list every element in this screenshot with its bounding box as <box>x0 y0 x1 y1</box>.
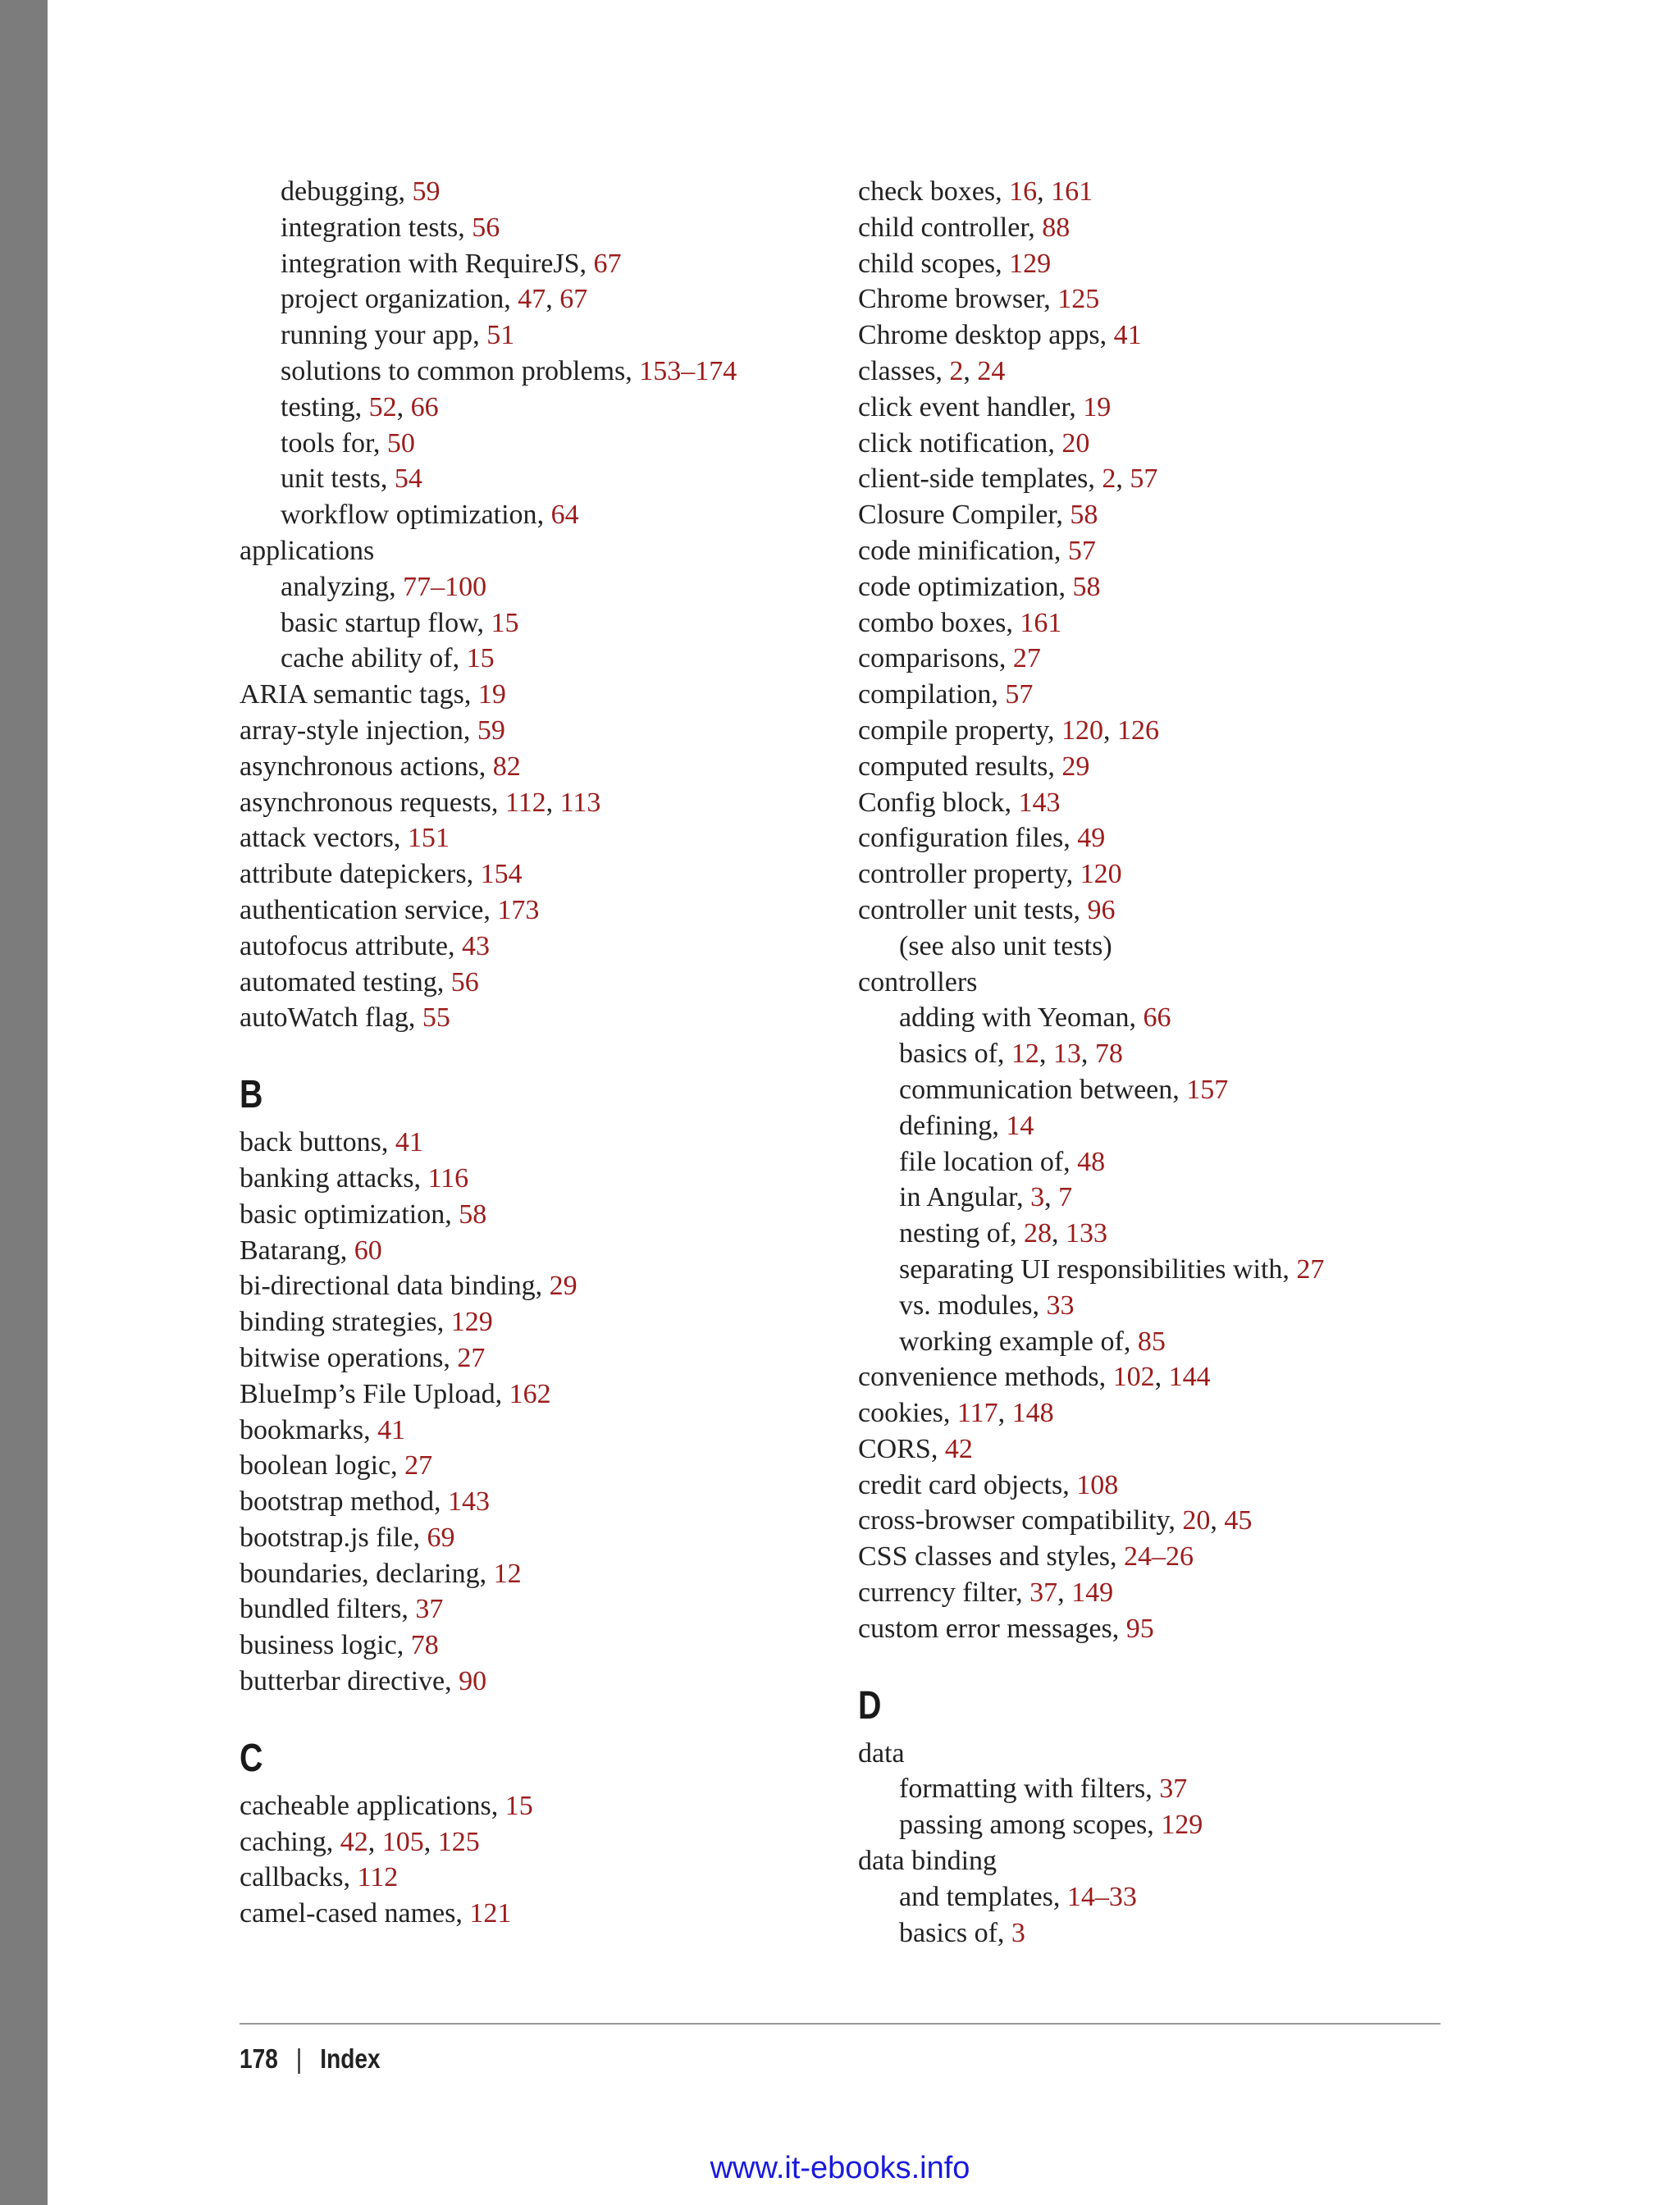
page-reference[interactable]: 56 <box>472 212 500 243</box>
footer-rule <box>240 2023 1440 2025</box>
page-reference[interactable]: 41 <box>395 1127 423 1158</box>
index-term: combo boxes <box>858 607 1007 638</box>
index-entry: classes, 2, 24 <box>858 355 1006 386</box>
index-entry: basic optimization, 58 <box>240 1198 487 1230</box>
page-reference[interactable]: 133 <box>1066 1218 1108 1249</box>
page-reference[interactable]: 96 <box>1087 894 1116 925</box>
index-term: workflow optimization <box>281 500 537 531</box>
page-reference[interactable]: 95 <box>1125 1613 1154 1644</box>
index-term: basic startup flow <box>281 607 477 638</box>
page-reference[interactable]: 54 <box>394 463 422 495</box>
page-reference[interactable]: 64 <box>550 500 579 531</box>
page-reference[interactable]: 58 <box>459 1198 487 1230</box>
page-reference[interactable]: 58 <box>1072 571 1101 602</box>
index-term: testing <box>281 391 355 422</box>
index-entry: Batarang, 60 <box>240 1235 382 1266</box>
index-term: debugging <box>281 176 399 207</box>
index-term: CORS <box>858 1433 931 1464</box>
index-term: communication between <box>899 1074 1173 1105</box>
index-term: business logic <box>240 1630 397 1661</box>
index-term: integration with RequireJS <box>281 248 580 279</box>
index-term: callbacks <box>240 1862 344 1893</box>
index-term: currency filter <box>858 1577 1016 1609</box>
index-term: vs. modules <box>899 1290 1033 1321</box>
page-reference[interactable]: 120 <box>1080 859 1122 890</box>
page-reference[interactable]: 50 <box>386 427 415 459</box>
index-term: comparisons <box>858 643 999 674</box>
index-entry <box>858 1843 1449 1879</box>
page-reference[interactable]: 37 <box>415 1594 444 1625</box>
page-reference[interactable]: 69 <box>427 1522 455 1553</box>
page-reference[interactable]: 24 <box>977 355 1006 386</box>
index-entry: cross-browser compatibility, 20, 45 <box>858 1505 1253 1536</box>
page-reference[interactable]: 42 <box>340 1826 368 1857</box>
index-entry <box>858 965 1449 1001</box>
index-term: BlueImp’s File Upload <box>240 1378 495 1409</box>
index-entry: child scopes, 129 <box>858 248 1052 279</box>
index-entry: business logic, 78 <box>240 1630 439 1661</box>
index-term: basics of <box>899 1917 998 1948</box>
index-column-left <box>240 174 830 1932</box>
index-term: Chrome desktop apps <box>858 320 1100 351</box>
page-reference[interactable]: 29 <box>1061 751 1090 782</box>
index-term: check boxes <box>858 176 996 207</box>
index-term: in Angular <box>899 1182 1017 1213</box>
page-reference[interactable]: 143 <box>1018 787 1061 818</box>
page-reference[interactable]: 42 <box>944 1433 973 1464</box>
section-letter-b: B <box>240 1073 263 1117</box>
index-term: click event handler <box>858 391 1070 422</box>
page-reference[interactable]: 149 <box>1071 1577 1114 1609</box>
index-term: (see also unit tests) <box>899 930 1112 961</box>
index-entry: binding strategies, 129 <box>240 1307 493 1338</box>
index-entry: code optimization, 58 <box>858 571 1101 602</box>
page-reference[interactable]: 90 <box>459 1666 487 1697</box>
index-entry: boundaries, declaring, 12 <box>240 1558 522 1589</box>
index-entry: bi-directional data binding, 29 <box>240 1271 578 1302</box>
index-term: credit card objects <box>858 1469 1063 1500</box>
index-entry: asynchronous actions, 82 <box>240 751 521 782</box>
page-reference[interactable]: 59 <box>477 714 505 746</box>
page-reference[interactable]: 49 <box>1077 823 1106 854</box>
index-entry: Chrome browser, 125 <box>858 284 1100 315</box>
index-entry: controller property, 120 <box>858 859 1122 890</box>
page-reference[interactable]: 59 <box>412 176 441 207</box>
index-term: bundled filters <box>240 1594 402 1625</box>
index-entry: bootstrap method, 143 <box>240 1486 491 1518</box>
index-term: convenience methods <box>858 1362 1099 1393</box>
index-entry: autofocus attribute, 43 <box>240 930 490 961</box>
index-term: defining <box>899 1110 993 1141</box>
index-subentry: in Angular, 3, 7 <box>899 1182 1073 1213</box>
index-term: formatting with filters <box>899 1774 1146 1805</box>
index-term: code optimization <box>858 571 1059 602</box>
page-reference[interactable]: 78 <box>1094 1039 1123 1070</box>
index-term: autoWatch flag <box>240 1002 409 1034</box>
index-term: array-style injection <box>240 714 463 746</box>
index-subentry: basic startup flow, 15 <box>281 607 519 638</box>
index-entry: automated testing, 56 <box>240 966 479 998</box>
index-subentry: separating UI responsibilities with, 27 <box>899 1253 1325 1285</box>
page-reference[interactable]: 108 <box>1076 1469 1119 1500</box>
index-term: basic optimization <box>240 1198 445 1230</box>
index-term: classes <box>858 355 936 386</box>
index-subentry: basics of, 3 <box>899 1917 1025 1948</box>
index-entry: attribute datepickers, 154 <box>240 859 523 890</box>
index-entry: controller unit tests, 96 <box>858 894 1116 925</box>
index-term: client-side templates <box>858 463 1089 495</box>
page-reference[interactable]: 162 <box>509 1378 551 1409</box>
index-entry: computed results, 29 <box>858 751 1090 782</box>
index-entry <box>858 1736 1449 1772</box>
index-subentry: file location of, 48 <box>899 1146 1106 1177</box>
index-subentry: running your app, 51 <box>281 320 515 351</box>
index-term: cross-browser compatibility <box>858 1505 1169 1536</box>
index-entry: custom error messages, 95 <box>858 1613 1154 1644</box>
page-reference[interactable]: 24–26 <box>1123 1541 1194 1573</box>
index-entry: ARIA semantic tags, 19 <box>240 679 506 710</box>
index-term: compile property <box>858 714 1048 746</box>
index-subentry: basics of, 12, 13, 78 <box>899 1039 1123 1070</box>
page-reference[interactable]: 33 <box>1046 1290 1075 1321</box>
index-subentry: analyzing, 77–100 <box>281 571 487 602</box>
page-edge-shadow <box>0 0 48 2205</box>
page-reference[interactable]: 15 <box>504 1790 533 1821</box>
page-reference[interactable]: 3 <box>1011 1917 1025 1948</box>
index-entry: compile property, 120, 126 <box>858 714 1159 746</box>
watermark-link[interactable]: www.it-ebooks.info <box>710 2151 970 2185</box>
page-reference[interactable]: 121 <box>469 1898 512 1929</box>
index-subentry: project organization, 47, 67 <box>281 284 588 315</box>
index-term: cookies <box>858 1398 943 1429</box>
page-reference[interactable]: 20 <box>1182 1505 1211 1536</box>
index-term: banking attacks <box>240 1162 414 1194</box>
page-reference[interactable]: 27 <box>404 1450 433 1481</box>
index-entry: convenience methods, 102, 144 <box>858 1362 1211 1393</box>
index-entry: bitwise operations, 27 <box>240 1342 486 1373</box>
page-reference[interactable]: 52 <box>368 391 397 422</box>
index-subentry: communication between, 157 <box>899 1074 1229 1105</box>
index-subentry: workflow optimization, 64 <box>281 500 579 531</box>
index-term: data <box>858 1737 905 1769</box>
page-reference[interactable]: 67 <box>593 248 622 279</box>
page-reference[interactable]: 126 <box>1117 714 1159 746</box>
index-term: cacheable applications <box>240 1790 491 1821</box>
page-reference[interactable]: 55 <box>422 1002 450 1034</box>
index-term: data binding <box>858 1846 998 1877</box>
index-term: basics of <box>899 1039 998 1070</box>
page-reference[interactable]: 7 <box>1058 1182 1073 1213</box>
page-reference[interactable]: 27 <box>1296 1253 1325 1285</box>
index-term: automated testing <box>240 966 437 998</box>
index-entry: BlueImp’s File Upload, 162 <box>240 1378 551 1409</box>
page-number: 178 <box>240 2043 278 2074</box>
index-term: bootstrap method <box>240 1486 435 1518</box>
index-entry: asynchronous requests, 112, 113 <box>240 787 601 818</box>
page-reference[interactable]: 113 <box>559 787 601 818</box>
page-reference[interactable]: 19 <box>477 679 506 710</box>
index-subentry: integration with RequireJS, 67 <box>281 248 622 279</box>
index-subentry: adding with Yeoman, 66 <box>899 1002 1171 1034</box>
index-subentry: passing among scopes, 129 <box>899 1810 1203 1841</box>
index-entry: caching, 42, 105, 125 <box>240 1826 480 1857</box>
page-reference[interactable]: 67 <box>559 284 588 315</box>
index-entry: client-side templates, 2, 57 <box>858 463 1158 495</box>
page-reference[interactable]: 129 <box>1161 1810 1203 1841</box>
page-reference[interactable]: 173 <box>497 894 540 925</box>
page-reference[interactable]: 41 <box>377 1414 406 1445</box>
index-subentry: debugging, 59 <box>281 176 441 207</box>
index-term: Config block <box>858 787 1005 818</box>
index-term: child controller <box>858 212 1029 243</box>
index-term: compilation <box>858 679 992 710</box>
index-term: attack vectors <box>240 823 394 854</box>
section-letter-c: C <box>240 1736 263 1780</box>
index-term: ARIA semantic tags <box>240 679 464 710</box>
page-reference[interactable]: 153–174 <box>639 355 737 386</box>
index-subentry: nesting of, 28, 133 <box>899 1218 1108 1249</box>
index-entry: bundled filters, 37 <box>240 1594 444 1625</box>
index-term: computed results <box>858 751 1048 782</box>
page-reference[interactable]: 58 <box>1070 500 1098 531</box>
page-reference[interactable]: 102 <box>1112 1362 1155 1393</box>
page-reference[interactable]: 51 <box>486 320 515 351</box>
index-subentry: tools for, 50 <box>281 427 415 459</box>
index-entry: bootstrap.js file, 69 <box>240 1522 455 1553</box>
page-reference[interactable]: 129 <box>450 1307 493 1338</box>
index-entry: combo boxes, 161 <box>858 607 1062 638</box>
index-entry: camel-cased names, 121 <box>240 1898 512 1929</box>
index-entry: boolean logic, 27 <box>240 1450 433 1481</box>
index-term: configuration files <box>858 823 1064 854</box>
page-reference[interactable]: 66 <box>410 391 439 422</box>
page-reference[interactable]: 112 <box>357 1862 399 1893</box>
index-term: butterbar directive <box>240 1666 445 1697</box>
index-term: binding strategies <box>240 1307 437 1338</box>
index-entry: cacheable applications, 15 <box>240 1790 533 1821</box>
index-subentry: formatting with filters, 37 <box>899 1774 1188 1805</box>
index-subentry: integration tests, 56 <box>281 212 500 243</box>
page-reference[interactable]: 47 <box>518 284 546 315</box>
index-entry: banking attacks, 116 <box>240 1162 469 1194</box>
index-term: cache ability of <box>281 643 453 674</box>
page-reference[interactable]: 2 <box>949 355 964 386</box>
page-reference[interactable]: 143 <box>448 1486 491 1518</box>
page-reference[interactable]: 77–100 <box>403 571 487 602</box>
page-reference[interactable]: 28 <box>1024 1218 1052 1249</box>
page-reference[interactable]: 12 <box>493 1558 522 1589</box>
index-term: applications <box>240 535 375 566</box>
index-entry: configuration files, 49 <box>858 823 1106 854</box>
page-reference[interactable]: 60 <box>354 1235 382 1266</box>
page-reference[interactable]: 15 <box>491 607 519 638</box>
page-reference[interactable]: 78 <box>410 1630 439 1661</box>
index-term: integration tests <box>281 212 459 243</box>
index-subentry: vs. modules, 33 <box>899 1290 1075 1321</box>
index-entry: CSS classes and styles, 24–26 <box>858 1541 1194 1573</box>
index-entry: CORS, 42 <box>858 1433 973 1464</box>
index-term: asynchronous requests <box>240 787 491 818</box>
index-term: child scopes <box>858 248 996 279</box>
page-reference[interactable]: 48 <box>1077 1146 1106 1177</box>
page-reference[interactable]: 2 <box>1102 463 1116 495</box>
index-entry: Closure Compiler, 58 <box>858 500 1098 531</box>
page-footer <box>240 2041 381 2077</box>
page-reference[interactable]: 20 <box>1061 427 1090 459</box>
page-reference[interactable]: 125 <box>1057 284 1100 315</box>
page-reference[interactable]: 27 <box>1012 643 1041 674</box>
page-reference[interactable]: 161 <box>1051 176 1093 207</box>
index-term: Closure Compiler <box>858 500 1057 531</box>
page-reference[interactable]: 120 <box>1061 714 1103 746</box>
index-entry: code minification, 57 <box>858 535 1096 566</box>
index-subentry: testing, 52, 66 <box>281 391 439 422</box>
index-entry: Config block, 143 <box>858 787 1061 818</box>
index-subentry <box>858 929 1449 965</box>
page-reference[interactable]: 3 <box>1030 1182 1045 1213</box>
index-entry: credit card objects, 108 <box>858 1469 1119 1500</box>
index-term: bi-directional data binding <box>240 1271 536 1302</box>
index-entry <box>240 533 830 569</box>
page-reference[interactable]: 56 <box>450 966 479 998</box>
page-reference[interactable]: 117 <box>956 1398 998 1429</box>
index-column-right <box>858 174 1449 1951</box>
index-entry: compilation, 57 <box>858 679 1034 710</box>
page-reference[interactable]: 129 <box>1009 248 1052 279</box>
page-reference[interactable]: 13 <box>1052 1039 1081 1070</box>
section-name: Index <box>320 2043 381 2074</box>
page-reference[interactable]: 43 <box>461 930 490 961</box>
index-term: analyzing <box>281 571 390 602</box>
index-subentry: unit tests, 54 <box>281 463 422 495</box>
page-reference[interactable]: 157 <box>1186 1074 1229 1105</box>
index-subentry: cache ability of, 15 <box>281 643 495 674</box>
index-term: tools for <box>281 427 373 459</box>
index-entry: Chrome desktop apps, 41 <box>858 320 1142 351</box>
index-term: authentication service <box>240 894 484 925</box>
index-term: boolean logic <box>240 1450 391 1481</box>
index-subentry: and templates, 14–33 <box>899 1881 1137 1912</box>
index-term: camel-cased names <box>240 1898 456 1929</box>
page-reference[interactable]: 16 <box>1009 176 1038 207</box>
index-entry: back buttons, 41 <box>240 1127 423 1158</box>
page-reference[interactable]: 14 <box>1006 1110 1034 1141</box>
page-reference[interactable]: 151 <box>407 823 450 854</box>
page-reference[interactable]: 112 <box>504 787 546 818</box>
index-term: controllers <box>858 966 978 998</box>
index-term: boundaries, declaring <box>240 1558 480 1589</box>
page-reference[interactable]: 15 <box>466 643 495 674</box>
index-entry: callbacks, 112 <box>240 1862 399 1893</box>
index-term: click notification <box>858 427 1048 459</box>
index-entry: authentication service, 173 <box>240 894 540 925</box>
index-term: passing among scopes <box>899 1810 1148 1841</box>
page-reference[interactable]: 57 <box>1067 535 1096 566</box>
index-term: adding with Yeoman <box>899 1002 1130 1034</box>
index-term: asynchronous actions <box>240 751 479 782</box>
index-entry: check boxes, 16, 161 <box>858 176 1093 207</box>
index-term: file location of <box>899 1146 1064 1177</box>
index-term: CSS classes and styles <box>858 1541 1110 1573</box>
index-entry: click notification, 20 <box>858 427 1090 459</box>
index-term: bootstrap.js file <box>240 1522 413 1553</box>
index-entry: cookies, 117, 148 <box>858 1398 1054 1429</box>
index-term: caching <box>240 1826 326 1857</box>
index-entry: comparisons, 27 <box>858 643 1041 674</box>
index-term: attribute datepickers <box>240 859 467 890</box>
index-term: controller unit tests <box>858 894 1074 925</box>
page-reference[interactable]: 105 <box>381 1826 424 1857</box>
index-term: separating UI responsibilities with <box>899 1253 1283 1285</box>
index-term: Chrome browser <box>858 284 1044 315</box>
index-term: solutions to common problems <box>281 355 626 386</box>
index-term: running your app <box>281 320 473 351</box>
page-reference[interactable]: 37 <box>1159 1774 1188 1805</box>
index-term: working example of <box>899 1326 1124 1357</box>
section-letter-d: D <box>858 1683 882 1728</box>
index-term: controller property <box>858 859 1066 890</box>
page-reference[interactable]: 82 <box>492 751 521 782</box>
page-reference[interactable]: 29 <box>549 1271 578 1302</box>
index-term: back buttons <box>240 1127 381 1158</box>
page-reference[interactable]: 57 <box>1130 463 1158 495</box>
index-entry: currency filter, 37, 149 <box>858 1577 1114 1609</box>
page-reference[interactable]: 88 <box>1042 212 1071 243</box>
index-term: project organization <box>281 284 504 315</box>
page-reference[interactable]: 14–33 <box>1066 1881 1137 1912</box>
page-reference[interactable]: 41 <box>1113 320 1142 351</box>
index-entry: child controller, 88 <box>858 212 1071 243</box>
index-term: custom error messages <box>858 1613 1112 1644</box>
page-reference[interactable]: 125 <box>437 1826 480 1857</box>
index-subentry: solutions to common problems, 153–174 <box>281 355 737 386</box>
index-term: bookmarks <box>240 1414 364 1445</box>
index-entry: bookmarks, 41 <box>240 1414 406 1445</box>
index-subentry: defining, 14 <box>899 1110 1034 1141</box>
page-reference[interactable]: 116 <box>427 1162 469 1194</box>
index-term: Batarang <box>240 1235 340 1266</box>
index-term: bitwise operations <box>240 1342 444 1373</box>
page-reference[interactable]: 144 <box>1168 1362 1211 1393</box>
index-term: nesting of <box>899 1218 1011 1249</box>
page-reference[interactable]: 19 <box>1083 391 1112 422</box>
index-entry: array-style injection, 59 <box>240 714 505 746</box>
page-reference[interactable]: 85 <box>1137 1326 1166 1357</box>
index-term: unit tests <box>281 463 381 495</box>
index-subentry: working example of, 85 <box>899 1326 1166 1357</box>
page-reference[interactable]: 161 <box>1020 607 1062 638</box>
page-reference[interactable]: 12 <box>1011 1039 1039 1070</box>
page-reference[interactable]: 37 <box>1029 1577 1058 1609</box>
page-reference[interactable]: 66 <box>1143 1002 1171 1034</box>
footer-separator: | <box>295 2043 303 2074</box>
page-reference[interactable]: 45 <box>1224 1505 1253 1536</box>
index-entry: click event handler, 19 <box>858 391 1112 422</box>
index-entry: autoWatch flag, 55 <box>240 1002 450 1034</box>
page-reference[interactable]: 57 <box>1005 679 1034 710</box>
index-term: code minification <box>858 535 1054 566</box>
index-entry: butterbar directive, 90 <box>240 1666 487 1697</box>
index-entry: attack vectors, 151 <box>240 823 450 854</box>
page-reference[interactable]: 148 <box>1011 1398 1054 1429</box>
index-term: autofocus attribute <box>240 930 448 961</box>
page-reference[interactable]: 27 <box>457 1342 486 1373</box>
index-term: and templates <box>899 1881 1053 1912</box>
page-reference[interactable]: 154 <box>480 859 523 890</box>
